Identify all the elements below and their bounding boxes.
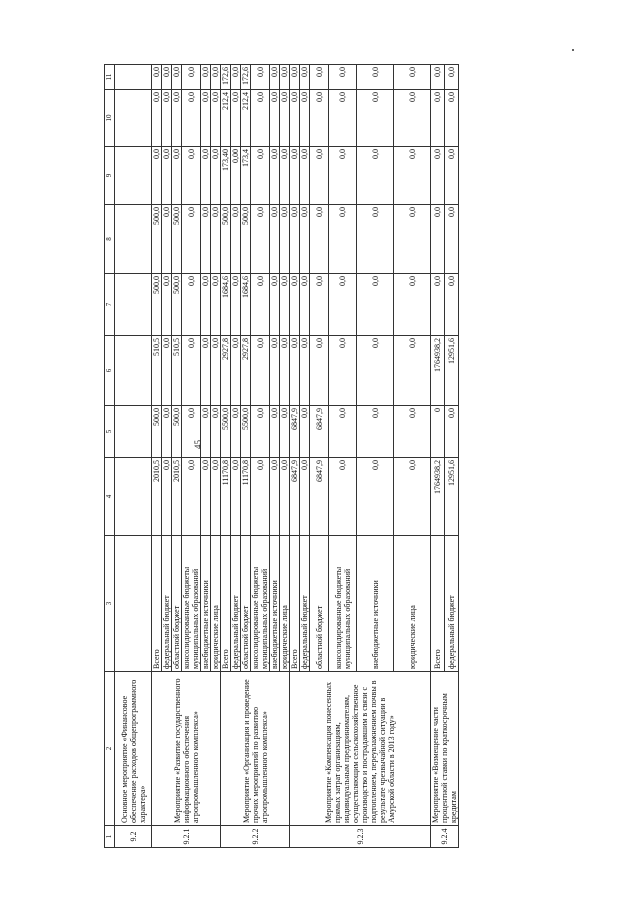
funding-source: федеральный бюджет (231, 536, 241, 672)
row-code: 9.2.1 (152, 826, 221, 848)
value-cell: 0,0 (231, 336, 241, 406)
funding-source (115, 536, 152, 672)
value-cell: 0,0 (270, 65, 280, 90)
value-cell: 172,6 (221, 65, 231, 90)
funding-source: Всего (431, 536, 445, 672)
value-cell: 0,0 (201, 336, 211, 406)
value-cell: 0,0 (394, 147, 431, 205)
value-cell: 0,0 (431, 274, 445, 336)
header-cell: 1 (105, 826, 115, 848)
value-cell: 0,0 (431, 205, 445, 274)
header-cell: 3 (105, 536, 115, 672)
value-cell: 0,0 (300, 336, 310, 406)
value-cell: 0,0 (211, 147, 221, 205)
rotated-table-container (104, 64, 459, 848)
value-cell: 0,0 (310, 90, 329, 147)
value-cell: 0,0 (201, 458, 211, 536)
value-cell: 0,0 (290, 205, 300, 274)
value-cell: 0,0 (172, 65, 182, 90)
funding-source: внебюджетные источники (270, 536, 280, 672)
funding-source: консолидированные бюджеты муниципальных образований (182, 536, 201, 672)
table-row (152, 65, 162, 848)
value-cell: 0,0 (270, 274, 280, 336)
value-cell: 0,0 (357, 147, 394, 205)
funding-source: юридические лица (211, 536, 221, 672)
funding-source: Всего (290, 536, 300, 672)
value-cell: 0,0 (201, 205, 211, 274)
value-cell: 12951,6 (445, 458, 459, 536)
value-cell: 0,0 (300, 147, 310, 205)
value-cell (115, 65, 152, 90)
value-cell: 0,0 (182, 406, 201, 458)
value-cell: 0,0 (270, 336, 280, 406)
value-cell: 0,0 (445, 147, 459, 205)
value-cell: 2927,8 (221, 336, 231, 406)
header-cell: 5 (105, 406, 115, 458)
value-cell: 0,0 (251, 336, 270, 406)
value-cell: 0,0 (211, 90, 221, 147)
row-name: Основное мероприятие «Финансовое обеспечение расходов общепрограммного характера» (115, 672, 152, 826)
value-cell: 500,0 (152, 274, 162, 336)
value-cell: 0,0 (329, 65, 357, 90)
value-cell: 0,0 (394, 205, 431, 274)
value-cell: 5500,0 (221, 406, 231, 458)
value-cell: 0,0 (280, 147, 290, 205)
column-number-header (105, 65, 115, 848)
value-cell: 0,0 (357, 274, 394, 336)
value-cell: 500,0 (172, 406, 182, 458)
budget-table (104, 64, 459, 848)
value-cell: 0,0 (329, 336, 357, 406)
funding-source: областной бюджет (310, 536, 329, 672)
value-cell: 0,0 (357, 65, 394, 90)
value-cell: 0,0 (329, 274, 357, 336)
value-cell: 0,0 (231, 274, 241, 336)
value-cell (115, 458, 152, 536)
value-cell: 0,0 (290, 336, 300, 406)
value-cell: 500,0 (152, 205, 162, 274)
value-cell: 0,0 (431, 90, 445, 147)
value-cell: 0,0 (201, 274, 211, 336)
value-cell: 0,0 (211, 274, 221, 336)
value-cell: 0,0 (182, 274, 201, 336)
value-cell: 2927,8 (241, 336, 251, 406)
value-cell: 0,0 (251, 205, 270, 274)
funding-source: консолидированные бюджеты муниципальных образований (251, 536, 270, 672)
value-cell: 0,0 (231, 90, 241, 147)
value-cell: 2010,5 (172, 458, 182, 536)
value-cell: 5500,0 (241, 406, 251, 458)
funding-source: консолидированные бюджеты муниципальных образований (329, 536, 357, 672)
value-cell: 0,0 (445, 65, 459, 90)
value-cell: 0,0 (201, 406, 211, 458)
value-cell: 0,0 (290, 147, 300, 205)
row-code: 9.2.4 (431, 826, 459, 848)
value-cell: 0,0 (172, 90, 182, 147)
value-cell: 0,0 (310, 205, 329, 274)
value-cell: 500,0 (172, 274, 182, 336)
value-cell: 0,0 (290, 90, 300, 147)
value-cell: 212,4 (241, 90, 251, 147)
value-cell: 500,0 (241, 205, 251, 274)
value-cell: 0,0 (394, 458, 431, 536)
value-cell: 6847,9 (310, 406, 329, 458)
value-cell: 0,0 (394, 406, 431, 458)
value-cell: 0,00 (231, 147, 241, 205)
header-cell: 10 (105, 90, 115, 147)
value-cell: 510,5 (152, 336, 162, 406)
value-cell: 0,0 (329, 458, 357, 536)
funding-source: Всего (221, 536, 231, 672)
value-cell: 0,0 (431, 147, 445, 205)
row-code: 9.2 (115, 826, 152, 848)
value-cell: 0,0 (251, 458, 270, 536)
value-cell: 0,0 (172, 147, 182, 205)
value-cell: 0,0 (280, 274, 290, 336)
value-cell: 172,6 (241, 65, 251, 90)
value-cell: 12951,6 (445, 336, 459, 406)
funding-source: федеральный бюджет (300, 536, 310, 672)
value-cell: 0,0 (270, 406, 280, 458)
value-cell: 0,0 (310, 336, 329, 406)
value-cell: 0,0 (300, 205, 310, 274)
value-cell: 0,0 (152, 90, 162, 147)
value-cell: 0,0 (251, 147, 270, 205)
value-cell: 0,0 (251, 90, 270, 147)
value-cell: 0,0 (162, 406, 172, 458)
page-number: 45 (193, 440, 203, 449)
value-cell: 510,5 (172, 336, 182, 406)
value-cell: 0,0 (280, 406, 290, 458)
header-cell: 9 (105, 147, 115, 205)
value-cell: 0,0 (394, 65, 431, 90)
value-cell (115, 274, 152, 336)
funding-source: областной бюджет (241, 536, 251, 672)
value-cell: 0,0 (162, 65, 172, 90)
value-cell: 0,0 (300, 274, 310, 336)
value-cell: 0,0 (162, 336, 172, 406)
value-cell: 0,0 (431, 65, 445, 90)
value-cell: 0,0 (182, 336, 201, 406)
value-cell: 0,0 (445, 205, 459, 274)
value-cell: 0,0 (280, 90, 290, 147)
value-cell: 0,0 (280, 458, 290, 536)
value-cell: 212,4 (221, 90, 231, 147)
value-cell: 0,0 (231, 205, 241, 274)
value-cell: 0,0 (329, 205, 357, 274)
value-cell: 6847,9 (310, 458, 329, 536)
table-row (431, 65, 445, 848)
value-cell: 0,0 (211, 336, 221, 406)
value-cell: 0,0 (357, 336, 394, 406)
value-cell: 0,0 (251, 406, 270, 458)
header-cell: 7 (105, 274, 115, 336)
value-cell: 0,0 (211, 406, 221, 458)
value-cell: 0,0 (182, 458, 201, 536)
value-cell: 0,0 (329, 147, 357, 205)
row-name: Мероприятие «Развитие государственного информационного обеспечения агропромышленного комплекса» (152, 672, 221, 826)
value-cell: 0,0 (162, 458, 172, 536)
table-row (115, 65, 152, 848)
value-cell (115, 90, 152, 147)
header-cell: 11 (105, 65, 115, 90)
value-cell: 0,0 (394, 274, 431, 336)
value-cell: 1764938,2 (431, 336, 445, 406)
table-row (221, 65, 231, 848)
header-cell: 2 (105, 672, 115, 826)
value-cell: 0,0 (445, 274, 459, 336)
value-cell: 2010,5 (152, 458, 162, 536)
value-cell: 0,0 (357, 406, 394, 458)
value-cell: 0,0 (201, 147, 211, 205)
funding-source: внебюджетные источники (201, 536, 211, 672)
value-cell: 0,0 (201, 65, 211, 90)
value-cell: 0,0 (201, 90, 211, 147)
value-cell: 0,0 (357, 90, 394, 147)
value-cell: 0 (431, 406, 445, 458)
value-cell: 500,0 (172, 205, 182, 274)
row-name: Мероприятие «Возмещение части процентной ставки по краткосрочным кредитам (431, 672, 459, 826)
value-cell: 500,0 (152, 406, 162, 458)
value-cell: 0,0 (231, 65, 241, 90)
value-cell: 0,0 (182, 147, 201, 205)
value-cell: 0,0 (310, 65, 329, 90)
value-cell: 0,0 (300, 458, 310, 536)
value-cell: 0,0 (211, 65, 221, 90)
scan-speck (572, 49, 574, 51)
value-cell: 0,0 (162, 205, 172, 274)
value-cell: 0,0 (329, 406, 357, 458)
value-cell (115, 147, 152, 205)
value-cell: 500,0 (221, 205, 231, 274)
value-cell: 0,0 (310, 147, 329, 205)
value-cell: 0,0 (211, 205, 221, 274)
value-cell: 1684,6 (241, 274, 251, 336)
value-cell: 1764938,2 (431, 458, 445, 536)
header-cell: 4 (105, 458, 115, 536)
value-cell: 0,0 (162, 147, 172, 205)
value-cell: 0,0 (300, 406, 310, 458)
funding-source: областной бюджет (172, 536, 182, 672)
value-cell: 1684,6 (221, 274, 231, 336)
value-cell: 0,0 (152, 65, 162, 90)
table-row (290, 65, 300, 848)
value-cell: 0,0 (290, 65, 300, 90)
value-cell: 0,0 (182, 205, 201, 274)
value-cell: 0,0 (182, 65, 201, 90)
value-cell: 0,0 (162, 90, 172, 147)
value-cell: 0,0 (231, 406, 241, 458)
funding-source: юридические лица (394, 536, 431, 672)
value-cell: 0,0 (310, 274, 329, 336)
value-cell: 0,0 (152, 147, 162, 205)
funding-source: внебюджетные источники (357, 536, 394, 672)
value-cell: 0,0 (357, 205, 394, 274)
value-cell: 0,0 (231, 458, 241, 536)
value-cell: 0,0 (251, 65, 270, 90)
value-cell: 0,0 (270, 90, 280, 147)
value-cell: 0,0 (445, 406, 459, 458)
value-cell: 0,0 (211, 458, 221, 536)
value-cell: 173,4 (241, 147, 251, 205)
value-cell: 0,0 (300, 90, 310, 147)
value-cell: 0,0 (394, 336, 431, 406)
value-cell: 0,0 (182, 90, 201, 147)
header-cell: 8 (105, 205, 115, 274)
value-cell (115, 205, 152, 274)
row-name: Мероприятие «Компенсация понесенных прямых затрат организациям, индивидуальным предпринимателям, осуществляющим сельскохозяйственное производство и пострадавшим в связи с подтоплением, переувлажнением почвы в результате чрезвычайной ситуации в Амурской области в 2013 году» (290, 672, 431, 826)
value-cell: 11170,8 (221, 458, 231, 536)
value-cell: 0,0 (394, 90, 431, 147)
row-code: 9.2.3 (290, 826, 431, 848)
funding-source: федеральный бюджет (445, 536, 459, 672)
value-cell (115, 406, 152, 458)
value-cell (115, 336, 152, 406)
value-cell: 6847,9 (290, 458, 300, 536)
value-cell: 0,0 (280, 336, 290, 406)
funding-source: Всего (152, 536, 162, 672)
value-cell: 0,0 (162, 274, 172, 336)
value-cell: 0,0 (280, 205, 290, 274)
funding-source: юридические лица (280, 536, 290, 672)
value-cell: 0,0 (270, 205, 280, 274)
value-cell: 0,0 (251, 274, 270, 336)
value-cell: 6847,9 (290, 406, 300, 458)
value-cell: 0,0 (290, 274, 300, 336)
value-cell: 0,0 (357, 458, 394, 536)
value-cell: 0,0 (445, 90, 459, 147)
funding-source: федеральный бюджет (162, 536, 172, 672)
value-cell: 0,0 (300, 65, 310, 90)
value-cell: 0,0 (270, 458, 280, 536)
header-cell: 6 (105, 336, 115, 406)
value-cell: 0,0 (280, 65, 290, 90)
value-cell: 0,0 (329, 90, 357, 147)
value-cell: 11170,8 (241, 458, 251, 536)
row-code: 9.2.2 (221, 826, 290, 848)
row-name: Мероприятие «Организация и проведение прочих мероприятий по развитию агропромышленного комплекса» (221, 672, 290, 826)
value-cell: 173,40 (221, 147, 231, 205)
value-cell: 0,0 (270, 147, 280, 205)
